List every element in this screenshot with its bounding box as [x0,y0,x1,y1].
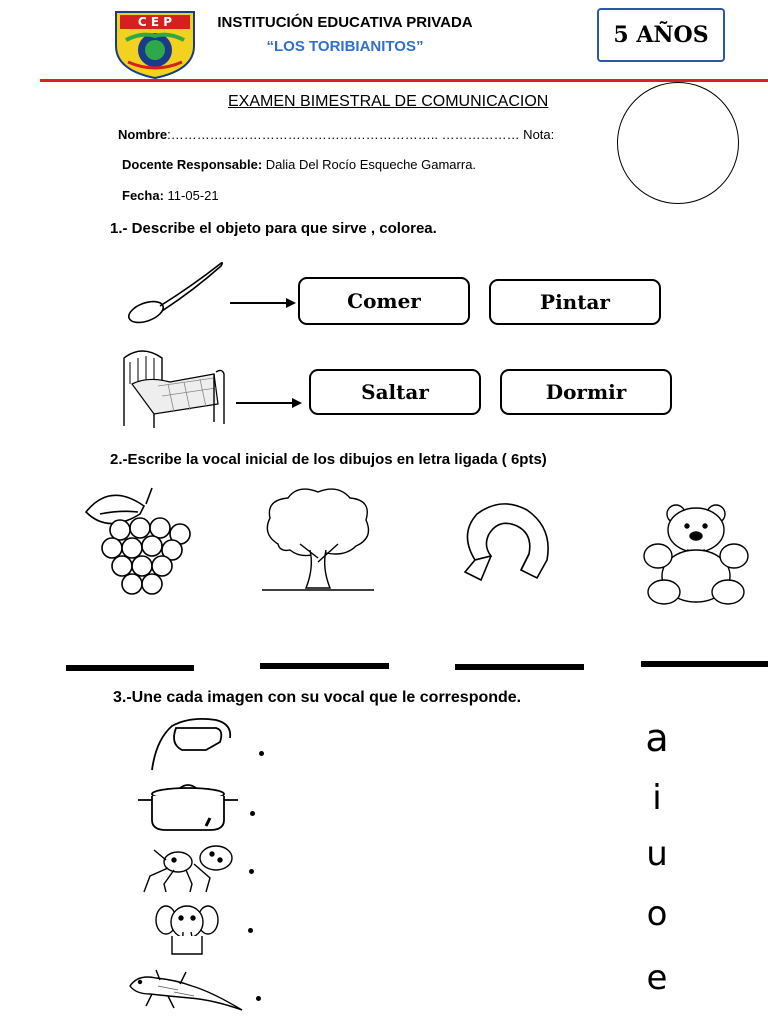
fingernail-picture [150,716,234,772]
exam-title: EXAMEN BIMESTRAL DE COMUNICACION [228,93,549,110]
answer-line-magnet[interactable] [455,664,584,670]
institution-heading: INSTITUCIÓN EDUCATIVA PRIVADA [217,14,473,31]
teacher-label: Docente Responsable: [122,157,263,172]
option-pintar[interactable]: Pintar [489,279,661,325]
name-label: Nombre [118,127,168,142]
answer-line-tree[interactable] [260,663,389,669]
lizard-picture [128,966,244,1014]
pot-picture [136,780,240,832]
answer-line-grapes[interactable] [66,665,194,671]
match-dot-5[interactable] [256,996,261,1001]
school-name: “LOS TORIBIANITOS” [266,38,424,55]
vowel-i[interactable]: i [652,778,662,818]
vowel-u[interactable]: u [646,834,668,874]
match-dot-4[interactable] [248,928,253,933]
date-field [122,188,219,203]
teacher-name: Dalia Del Rocío Esqueche Gamarra. [265,157,477,172]
header-divider [40,79,768,82]
elephant-picture [154,902,220,956]
school-logo [112,10,198,80]
magnet-picture [455,494,565,590]
vowel-e[interactable]: e [646,958,668,998]
question-2-prompt: 2.-Escribe la vocal inicial de los dibujos en letra ligada ( 6pts) [110,451,547,468]
match-dot-1[interactable] [259,751,264,756]
teacher-field [122,157,476,172]
name-field[interactable] [118,127,554,142]
vowel-o[interactable]: o [646,894,668,934]
teddy-bear-picture [640,500,752,606]
age-badge: 5 AÑOS [597,8,725,62]
arrow-icon [230,296,298,315]
spoon-picture [122,256,232,328]
grade-circle[interactable] [617,82,739,204]
date-value: 11-05-21 [167,188,219,203]
svg-text:C E P: C E P [137,15,173,29]
vowel-a[interactable]: a [645,716,669,760]
grapes-picture [80,484,200,604]
bed-picture [118,344,228,434]
question-1-prompt: 1.- Describe el objeto para que sirve , colorea. [110,220,437,237]
match-dot-3[interactable] [249,869,254,874]
option-comer[interactable]: Comer [298,277,470,325]
tree-picture [258,484,378,600]
question-3-prompt: 3.-Une cada imagen con su vocal que le corresponde. [113,689,522,706]
match-dot-2[interactable] [250,811,255,816]
date-label: Fecha: [122,188,164,203]
option-dormir[interactable]: Dormir [500,369,672,415]
name-blank: :…………………………………………………….. ……………… Nota: [167,127,555,142]
answer-line-teddy-bear[interactable] [641,661,768,667]
option-saltar[interactable]: Saltar [309,369,481,415]
spider-picture [140,842,236,894]
arrow-icon [236,396,304,415]
